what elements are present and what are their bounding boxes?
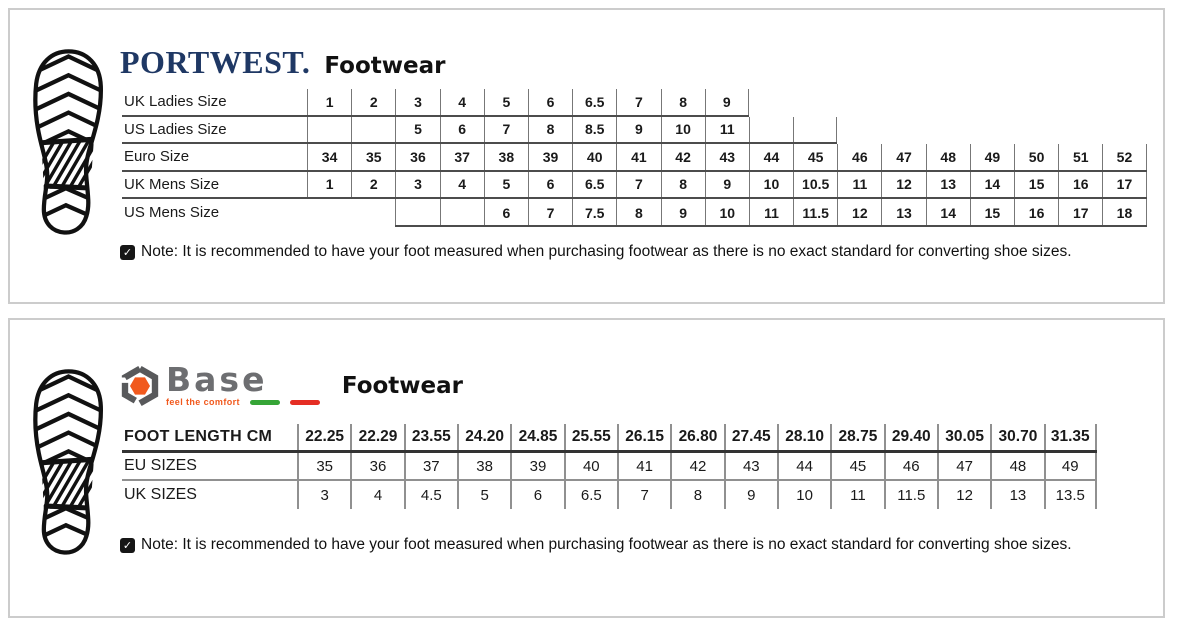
flag-green-dash <box>250 400 280 405</box>
size-cell: 5 <box>484 172 528 198</box>
row-label: UK Ladies Size <box>124 93 227 111</box>
size-cell: 42 <box>661 144 705 170</box>
size-cell: 49 <box>1044 453 1097 479</box>
size-cell: 30.05 <box>937 424 990 450</box>
check-icon: ✓ <box>120 245 135 260</box>
size-cell: 31.35 <box>1044 424 1097 450</box>
size-cell <box>395 199 439 227</box>
base-panel <box>8 318 1165 618</box>
size-cell: 3 <box>395 89 439 115</box>
size-cell: 4.5 <box>404 481 457 509</box>
empty-gap <box>307 199 351 227</box>
size-cell: 26.80 <box>670 424 723 450</box>
size-cell: 28.75 <box>830 424 883 450</box>
size-cell: 10.5 <box>793 172 837 198</box>
note-text: Note: It is recommended to have your foot measured when purchasing footwear as there is no exact standard for converting shoe sizes. <box>141 243 1072 260</box>
size-cell: 8 <box>670 481 723 509</box>
base-tagline-row <box>166 397 320 407</box>
size-cell: 6.5 <box>572 89 616 115</box>
size-cell: 4 <box>440 89 484 115</box>
size-cell: 37 <box>404 453 457 479</box>
base-hexagon-icon <box>120 364 160 408</box>
size-cell: 6 <box>510 481 563 509</box>
size-cell: 39 <box>528 144 572 170</box>
base-footwear-title: Footwear <box>341 373 464 399</box>
size-row <box>122 89 749 117</box>
size-cell: 45 <box>830 453 883 479</box>
size-cell: 48 <box>990 453 1043 479</box>
flag-red-dash <box>290 400 320 405</box>
size-cell: 9 <box>661 199 705 227</box>
size-cell: 38 <box>484 144 528 170</box>
size-cell: 7 <box>616 89 660 115</box>
size-cell: 17 <box>1058 199 1102 227</box>
size-cell: 16 <box>1058 172 1102 198</box>
size-cell: 5 <box>457 481 510 509</box>
size-cell <box>749 117 793 143</box>
size-cell: 11.5 <box>884 481 937 509</box>
base-wordmark-wrap <box>166 360 320 407</box>
row-label: US Ladies Size <box>124 120 227 138</box>
portwest-panel <box>8 8 1165 304</box>
base-note <box>120 536 1072 554</box>
size-cell: 11 <box>830 481 883 509</box>
size-cell: 15 <box>970 199 1014 227</box>
size-cell: 36 <box>350 453 403 479</box>
row-label: EU SIZES <box>124 457 197 474</box>
size-cell: 16 <box>1014 199 1058 227</box>
size-cell: 44 <box>749 144 793 170</box>
size-cell: 43 <box>724 453 777 479</box>
size-cell: 10 <box>661 117 705 143</box>
size-cell: 7 <box>616 172 660 198</box>
size-cell: 41 <box>617 453 670 479</box>
size-cell: 14 <box>970 172 1014 198</box>
portwest-note <box>120 243 1072 261</box>
size-cell: 35 <box>351 144 395 170</box>
size-cell: 1 <box>307 89 351 115</box>
row-label: UK Mens Size <box>124 175 220 193</box>
size-cell: 27.45 <box>724 424 777 450</box>
size-cell <box>351 117 395 143</box>
size-row <box>122 172 1147 200</box>
size-cell: 37 <box>440 144 484 170</box>
size-cell: 9 <box>616 117 660 143</box>
base-size-table <box>122 424 1097 509</box>
size-cell: 2 <box>351 89 395 115</box>
size-cell: 47 <box>881 144 925 170</box>
size-cell: 45 <box>793 144 837 170</box>
row-label: FOOT LENGTH CM <box>124 428 273 445</box>
size-cell: 6 <box>484 199 528 227</box>
size-cell: 5 <box>395 117 439 143</box>
size-cell: 1 <box>307 172 351 198</box>
size-cell: 11 <box>837 172 881 198</box>
portwest-footwear-title: Footwear <box>324 53 446 79</box>
row-label: UK SIZES <box>124 486 197 503</box>
size-cell: 10 <box>705 199 749 227</box>
size-cell: 11 <box>749 199 793 227</box>
size-cell: 18 <box>1102 199 1146 227</box>
size-cell: 30.70 <box>990 424 1043 450</box>
size-cell: 7 <box>528 199 572 227</box>
size-cell <box>793 117 837 143</box>
size-cell: 11 <box>705 117 749 143</box>
base-tagline: feel the comfort <box>166 397 240 407</box>
size-cell: 42 <box>670 453 723 479</box>
portwest-logo: PORTWEST. <box>120 44 311 80</box>
boot-footprint-icon <box>30 48 107 235</box>
note-text: Note: It is recommended to have your foot measured when purchasing footwear as there is no exact standard for converting shoe sizes. <box>141 536 1072 553</box>
size-cell: 23.55 <box>404 424 457 450</box>
size-cell: 49 <box>970 144 1014 170</box>
size-cell: 14 <box>926 199 970 227</box>
size-cell: 41 <box>616 144 660 170</box>
size-cell: 10 <box>777 481 830 509</box>
size-cell: 12 <box>881 172 925 198</box>
size-cell: 35 <box>297 453 350 479</box>
size-row <box>122 424 1097 453</box>
size-cell: 46 <box>884 453 937 479</box>
size-cell: 22.25 <box>297 424 350 450</box>
size-cell: 36 <box>395 144 439 170</box>
size-cell: 8 <box>616 199 660 227</box>
size-cell: 13 <box>990 481 1043 509</box>
size-cell: 52 <box>1102 144 1146 170</box>
size-cell: 15 <box>1014 172 1058 198</box>
size-cell: 7 <box>484 117 528 143</box>
boot-footprint-icon <box>30 368 107 555</box>
size-cell: 47 <box>937 453 990 479</box>
size-cell: 4 <box>440 172 484 198</box>
size-cell: 7.5 <box>572 199 616 227</box>
size-row <box>122 117 837 145</box>
size-cell: 6 <box>528 89 572 115</box>
size-cell: 3 <box>297 481 350 509</box>
size-cell: 12 <box>837 199 881 227</box>
size-cell: 9 <box>705 172 749 198</box>
size-cell: 43 <box>705 144 749 170</box>
empty-gap <box>351 199 395 227</box>
size-cell: 4 <box>350 481 403 509</box>
size-cell: 28.10 <box>777 424 830 450</box>
portwest-header <box>120 44 445 81</box>
portwest-size-table <box>122 89 1147 227</box>
base-header <box>120 360 464 408</box>
size-cell: 5 <box>484 89 528 115</box>
size-cell: 40 <box>564 453 617 479</box>
size-cell: 11.5 <box>793 199 837 227</box>
size-cell: 13 <box>926 172 970 198</box>
size-cell: 46 <box>837 144 881 170</box>
size-row <box>122 144 1147 172</box>
size-cell: 7 <box>617 481 670 509</box>
size-cell: 34 <box>307 144 351 170</box>
size-cell: 13.5 <box>1044 481 1097 509</box>
size-cell: 10 <box>749 172 793 198</box>
size-cell: 29.40 <box>884 424 937 450</box>
size-cell: 24.20 <box>457 424 510 450</box>
size-cell <box>440 199 484 227</box>
size-cell: 39 <box>510 453 563 479</box>
size-cell: 8 <box>661 172 705 198</box>
size-cell: 2 <box>351 172 395 198</box>
row-label: Euro Size <box>124 148 190 166</box>
size-cell: 8.5 <box>572 117 616 143</box>
size-cell: 40 <box>572 144 616 170</box>
size-cell: 9 <box>705 89 749 115</box>
size-cell: 3 <box>395 172 439 198</box>
size-cell <box>307 117 351 143</box>
size-cell: 6 <box>528 172 572 198</box>
size-cell: 13 <box>881 199 925 227</box>
size-cell: 51 <box>1058 144 1102 170</box>
size-cell: 48 <box>926 144 970 170</box>
size-row <box>122 453 1097 481</box>
size-cell: 6 <box>440 117 484 143</box>
size-cell: 24.85 <box>510 424 563 450</box>
base-logo-text: Base <box>166 360 268 399</box>
size-cell: 9 <box>724 481 777 509</box>
size-cell: 50 <box>1014 144 1058 170</box>
row-label: US Mens Size <box>124 204 220 222</box>
size-cell: 38 <box>457 453 510 479</box>
size-row <box>122 199 1147 227</box>
size-cell: 22.29 <box>350 424 403 450</box>
size-cell: 25.55 <box>564 424 617 450</box>
size-cell: 17 <box>1102 172 1146 198</box>
size-cell: 6.5 <box>572 172 616 198</box>
size-cell: 44 <box>777 453 830 479</box>
size-cell: 6.5 <box>564 481 617 509</box>
size-row <box>122 481 1097 509</box>
check-icon: ✓ <box>120 538 135 553</box>
size-cell: 8 <box>661 89 705 115</box>
size-cell: 12 <box>937 481 990 509</box>
size-cell: 26.15 <box>617 424 670 450</box>
size-cell: 8 <box>528 117 572 143</box>
